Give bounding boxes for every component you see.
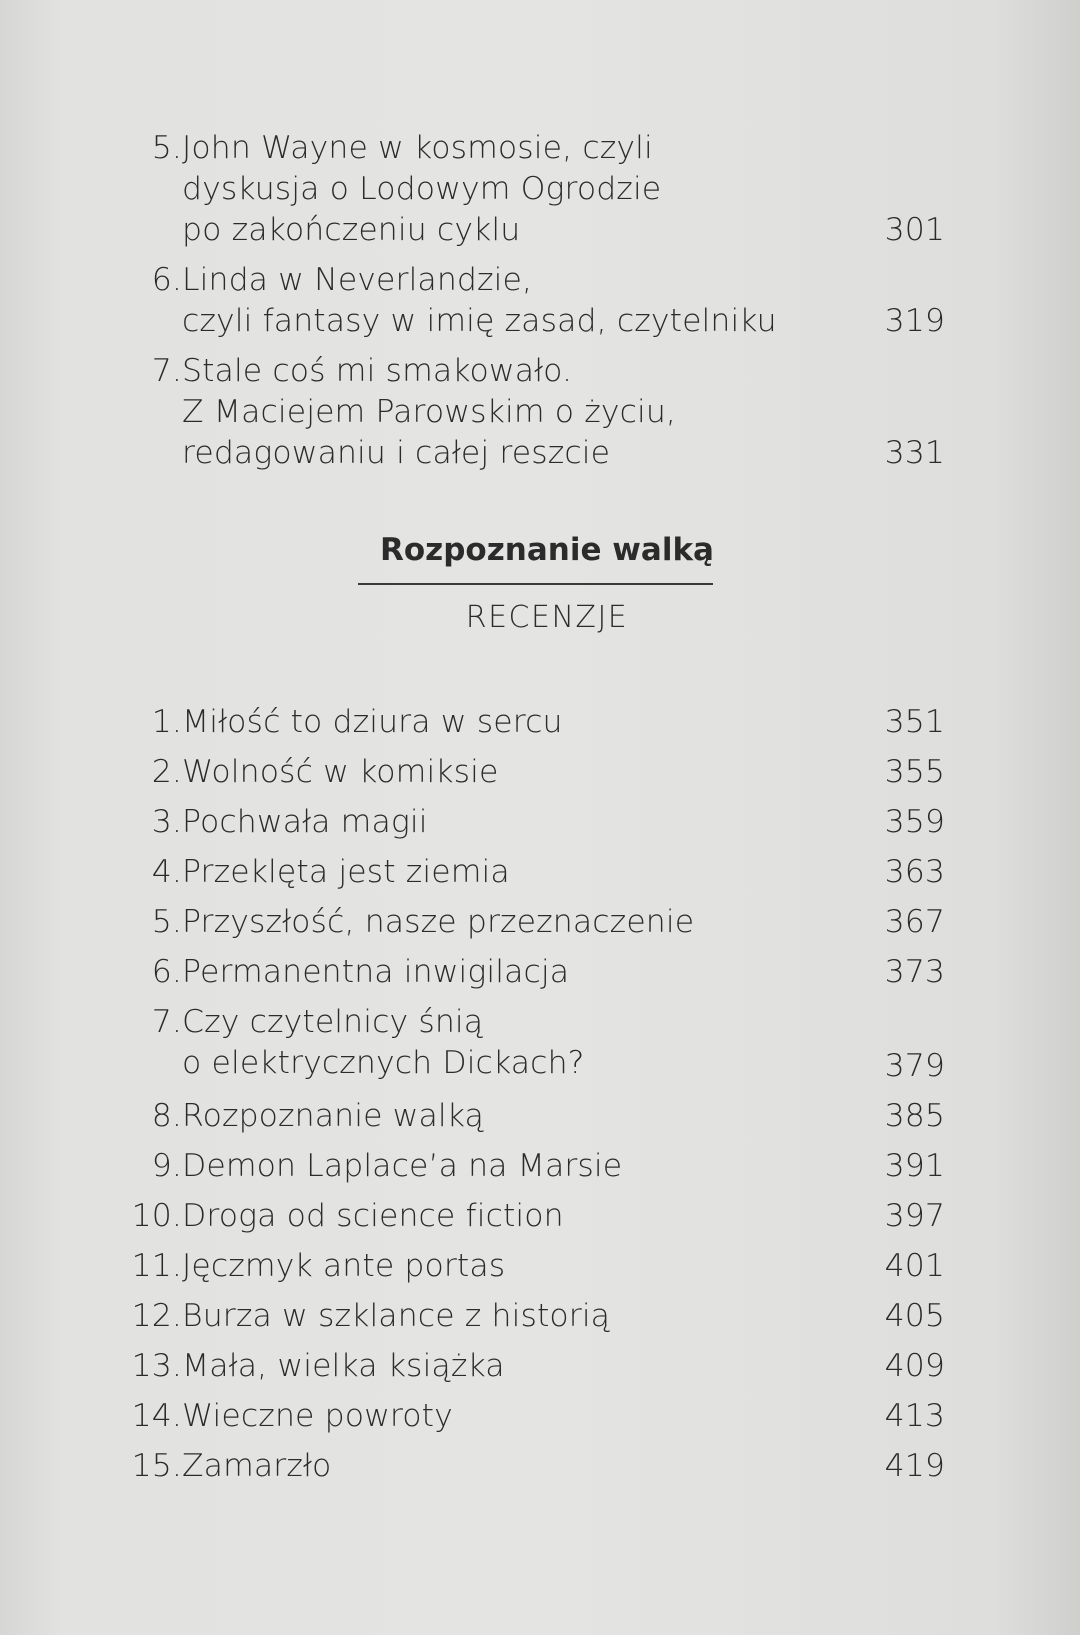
- entry-number: 5.: [151, 904, 182, 940]
- entry-page-number: 409: [884, 1348, 945, 1384]
- entry-number: 11.: [131, 1248, 182, 1284]
- entry-page-number: 401: [884, 1248, 945, 1284]
- section-subtitle: RECENZJE: [465, 600, 629, 635]
- entry-page-number: 379: [884, 1048, 945, 1084]
- entry-number: 13.: [131, 1348, 182, 1384]
- entry-number: 8.: [151, 1098, 182, 1134]
- entry-title: Jęczmyk ante portas: [182, 1248, 506, 1284]
- section-divider: [358, 583, 713, 585]
- entry-number: 6.: [151, 954, 182, 990]
- entry-number: 10.: [131, 1198, 182, 1234]
- entry-title: Rozpoznanie walką: [182, 1098, 484, 1134]
- entry-title: Przeklęta jest ziemia: [182, 854, 510, 890]
- entry-title: John Wayne w kosmosie, czyli dyskusja o Lodowym Ogrodzie po zakończeniu cyklu: [182, 130, 662, 248]
- entry-page-number: 397: [884, 1198, 945, 1234]
- entry-title: Pochwała magii: [182, 804, 428, 840]
- entry-page-number: 405: [884, 1298, 945, 1334]
- entry-number: 1.: [151, 704, 182, 740]
- entry-number: 7.: [151, 1004, 182, 1040]
- entry-number: 15.: [131, 1448, 182, 1484]
- entry-title: Permanentna inwigilacja: [182, 954, 570, 990]
- entry-page-number: 355: [884, 754, 945, 790]
- entry-title: Zamarzło: [182, 1448, 332, 1484]
- entry-page-number: 331: [884, 435, 945, 471]
- entry-title: Wieczne powroty: [182, 1398, 453, 1434]
- entry-title: Stale coś mi smakowało. Z Maciejem Parowskim o życiu, redagowaniu i całej reszcie: [182, 353, 677, 471]
- entry-page-number: 301: [884, 212, 945, 248]
- entry-title: Miłość to dziura w sercu: [182, 704, 563, 740]
- entry-number: 2.: [151, 754, 182, 790]
- entry-page-number: 351: [884, 704, 945, 740]
- entry-page-number: 319: [884, 303, 945, 339]
- entry-number: 9.: [151, 1148, 182, 1184]
- entry-number: 5.: [151, 130, 182, 166]
- entry-page-number: 419: [884, 1448, 945, 1484]
- entry-title: Przyszłość, nasze przeznaczenie: [182, 904, 695, 940]
- entry-title: Burza w szklance z historią: [182, 1298, 611, 1334]
- entry-title: Linda w Neverlandzie, czyli fantasy w imię zasad, czytelniku: [182, 262, 777, 339]
- entry-page-number: 367: [884, 904, 945, 940]
- entry-number: 3.: [151, 804, 182, 840]
- entry-page-number: 363: [884, 854, 945, 890]
- entry-number: 7.: [151, 353, 182, 389]
- entry-page-number: 373: [884, 954, 945, 990]
- entry-number: 12.: [131, 1298, 182, 1334]
- entry-number: 4.: [151, 854, 182, 890]
- entry-title: Mała, wielka książka: [182, 1348, 505, 1384]
- entry-page-number: 359: [884, 804, 945, 840]
- entry-page-number: 413: [884, 1398, 945, 1434]
- entry-page-number: 385: [884, 1098, 945, 1134]
- entry-page-number: 391: [884, 1148, 945, 1184]
- entry-title: Czy czytelnicy śnią o elektrycznych Dickach?: [182, 1004, 585, 1081]
- entry-title: Demon Laplace’a na Marsie: [182, 1148, 623, 1184]
- entry-number: 14.: [131, 1398, 182, 1434]
- section-title: Rozpoznanie walką: [380, 532, 714, 568]
- entry-number: 6.: [151, 262, 182, 298]
- entry-title: Wolność w komiksie: [182, 754, 499, 790]
- entry-title: Droga od science fiction: [182, 1198, 564, 1234]
